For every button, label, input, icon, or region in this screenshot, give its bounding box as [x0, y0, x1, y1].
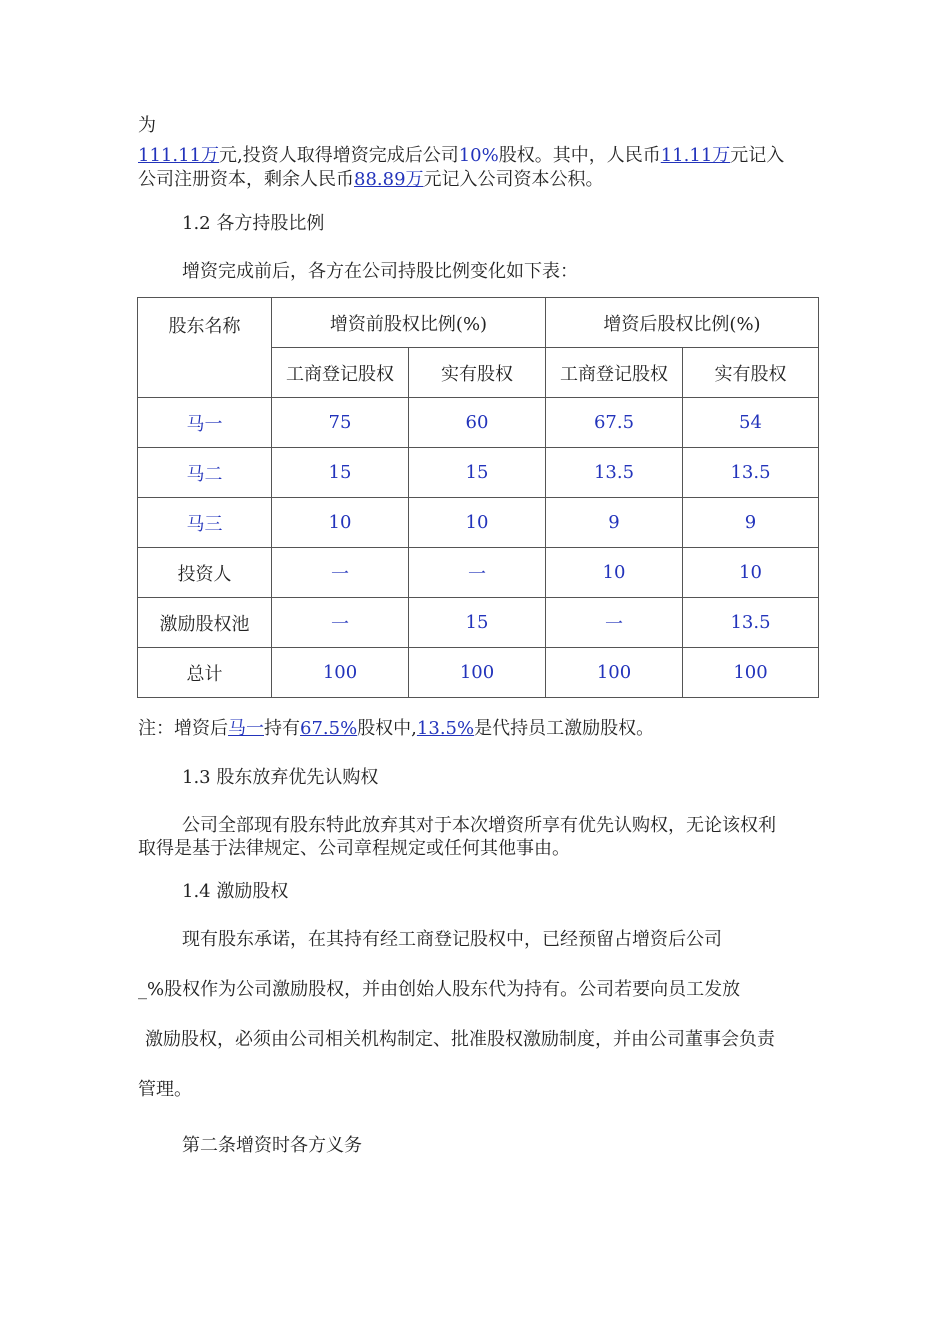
cell: 100	[409, 648, 546, 698]
table-intro: 增资完成前后，各方在公司持股比例变化如下表：	[182, 261, 578, 282]
capital-reserve-link[interactable]: 88.89万	[354, 169, 424, 190]
sub-before-actual: 实有股权	[409, 348, 546, 398]
row-name: 总计	[138, 648, 272, 698]
cell: 10	[409, 498, 546, 548]
section-1-4-heading: 1.4 激励股权	[182, 881, 289, 902]
row-name: 马二	[138, 448, 272, 498]
cell: 67.5	[546, 398, 683, 448]
cell: 一	[272, 598, 409, 648]
article-2-heading: 第二条增资时各方义务	[182, 1135, 362, 1156]
cell: 15	[272, 448, 409, 498]
table-note: 注：增资后马一持有67.5%股权中,13.5%是代持员工激励股权。	[138, 718, 655, 739]
table-row	[138, 448, 819, 498]
para-1-3-line2: 取得是基于法律规定、公司章程规定或任何其他事由。	[138, 838, 570, 859]
para-1-4-line4: 管理。	[138, 1079, 192, 1100]
header-after: 增资后股权比例(%)	[546, 298, 819, 348]
cell: 13.5	[683, 598, 819, 648]
para1-line1: 为	[138, 115, 156, 136]
table-row	[138, 598, 819, 648]
cell: 一	[409, 548, 546, 598]
para1-line2: 111.11万元,投资人取得增资完成后公司10%股权。其中，人民币11.11万元记入	[138, 145, 785, 166]
para-1-4-line1: 现有股东承诺，在其持有经工商登记股权中，已经预留占增资后公司	[182, 929, 722, 950]
header-shareholder-name: 股东名称	[138, 298, 272, 398]
cell: 10	[683, 548, 819, 598]
cell: 100	[272, 648, 409, 698]
table-row	[138, 548, 819, 598]
note-link-13-5[interactable]: 13.5%	[416, 718, 475, 739]
section-1-2-heading: 1.2 各方持股比例	[182, 213, 325, 234]
cell: 54	[683, 398, 819, 448]
cell: 15	[409, 598, 546, 648]
para-1-4-line3: 激励股权，必须由公司相关机构制定、批准股权激励制度，并由公司董事会负责	[145, 1029, 775, 1050]
sub-before-registered: 工商登记股权	[272, 348, 409, 398]
cell: 100	[683, 648, 819, 698]
cell: 10	[546, 548, 683, 598]
cell: 9	[546, 498, 683, 548]
table-row	[138, 498, 819, 548]
cell: 60	[409, 398, 546, 448]
cell: 9	[683, 498, 819, 548]
sub-after-registered: 工商登记股权	[546, 348, 683, 398]
table-row	[138, 648, 819, 698]
note-link-67-5[interactable]: 67.5%	[300, 718, 358, 739]
section-1-3-heading: 1.3 股东放弃优先认购权	[182, 767, 379, 788]
para-1-3-line1: 公司全部现有股东特此放弃其对于本次增资所享有优先认购权，无论该权利	[182, 815, 776, 836]
cell: 一	[272, 548, 409, 598]
amount-link[interactable]: 111.11万	[138, 145, 219, 166]
table-row	[138, 398, 819, 448]
cell: 13.5	[546, 448, 683, 498]
para-1-4-line2: _%股权作为公司激励股权，并由创始人股东代为持有。公司若要向员工发放	[138, 979, 741, 1000]
cell: 75	[272, 398, 409, 448]
equity-table	[137, 297, 819, 698]
cell: 100	[546, 648, 683, 698]
row-name: 激励股权池	[138, 598, 272, 648]
cell: 15	[409, 448, 546, 498]
row-name: 投资人	[138, 548, 272, 598]
note-link-ma-yi[interactable]: 马一	[228, 718, 264, 739]
row-name: 马一	[138, 398, 272, 448]
para1-line3: 公司注册资本，剩余人民币88.89万元记入公司资本公积。	[138, 169, 604, 190]
sub-after-actual: 实有股权	[683, 348, 819, 398]
cell: 10	[272, 498, 409, 548]
registered-capital-link[interactable]: 11.11万	[660, 145, 731, 166]
cell: 13.5	[683, 448, 819, 498]
row-name: 马三	[138, 498, 272, 548]
header-before: 增资前股权比例(%)	[272, 298, 546, 348]
cell: 一	[546, 598, 683, 648]
